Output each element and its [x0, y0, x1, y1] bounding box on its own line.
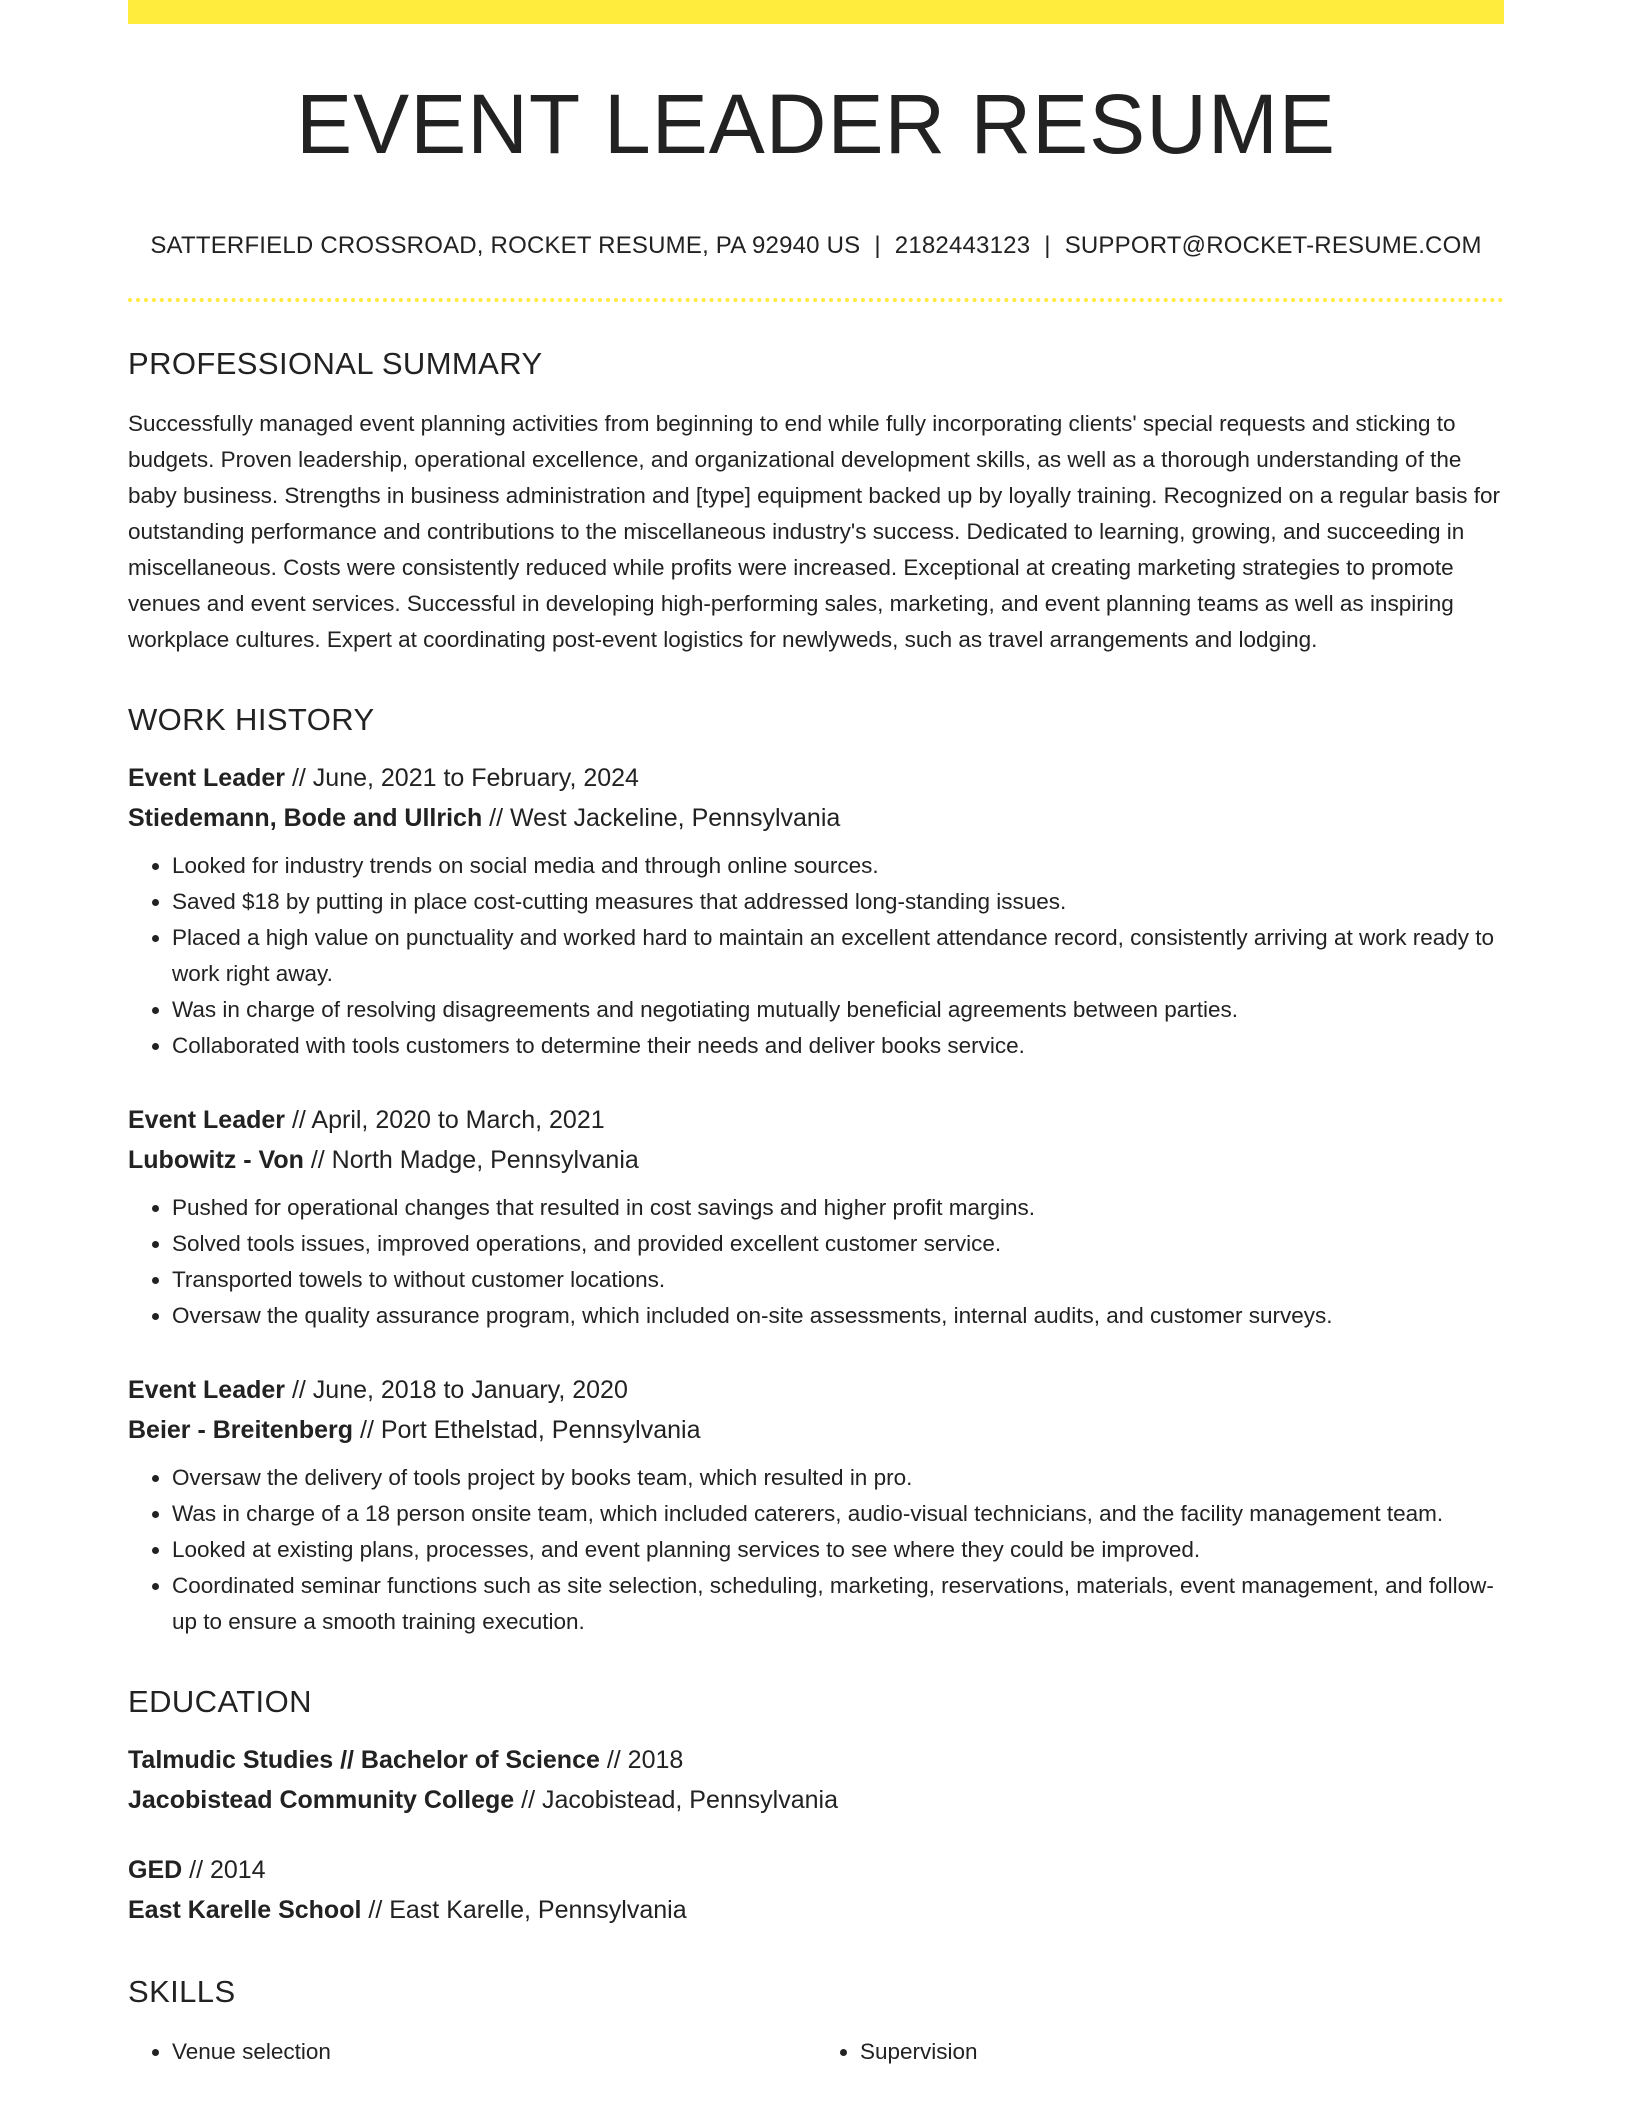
page-title: EVENT LEADER RESUME: [296, 77, 1336, 171]
contact-email: SUPPORT@ROCKET-RESUME.COM: [1064, 232, 1482, 259]
work-history-heading: WORK HISTORY: [128, 702, 375, 737]
list-item: • Venue selection: [172, 2034, 816, 2070]
skills-heading: SKILLS: [128, 1974, 236, 2009]
job-title-line: [128, 1370, 1504, 1410]
education-school-line: [128, 1780, 1504, 1820]
list-item: • Looked for industry trends on social media and through online sources.: [172, 848, 1504, 884]
resume-page: [128, 0, 1504, 2070]
job-title: Event Leader: [128, 1376, 286, 1404]
accent-bar: [128, 0, 1504, 24]
education-year: // 2018: [599, 1746, 684, 1774]
education-degree: Talmudic Studies // Bachelor of Science: [128, 1746, 600, 1774]
education-location: // Jacobistead, Pennsylvania: [514, 1786, 839, 1814]
skills-list-left: [128, 2034, 816, 2070]
list-item: • Was in charge of a 18 person onsite team, which included caterers, audio-visual technicians, and the facility management team.: [172, 1496, 1504, 1532]
skills-list-right: [816, 2034, 1504, 2070]
education-degree: GED: [128, 1856, 183, 1884]
contact-phone: 2182443123: [894, 232, 1031, 259]
summary-text: Successfully managed event planning activities from beginning to end while fully incorporating clients' special requests and sticking to budgets. Proven leadership, operational excellence, and organizational development skills, as well as a thorough understanding of the baby business. Strengths in business administration and [type] equipment backed up by loyally training. Recognized on a regular basis for outstanding performance and contributions to the miscellaneous industry's success. Dedicated to learning, growing, and succeeding in miscellaneous. Costs were consistently reduced while profits were increased. Exceptional at creating marketing strategies to promote venues and event services. Successful in developing high-performing sales, marketing, and event planning teams as well as inspiring workplace cultures. Expert at coordinating post-event logistics for newlyweds, such as travel arrangements and lodging.: [128, 411, 1501, 652]
job-entry: [128, 758, 1504, 1064]
contact-address: SATTERFIELD CROSSROAD, ROCKET RESUME, PA 92940 US: [150, 232, 861, 259]
contact-separator: |: [874, 232, 881, 259]
job-title-line: [128, 758, 1504, 798]
job-company-line: [128, 1410, 1504, 1450]
list-item: • Oversaw the quality assurance program, which included on-site assessments, internal audits, and customer surveys.: [172, 1298, 1504, 1334]
summary-heading: PROFESSIONAL SUMMARY: [128, 346, 543, 381]
education-degree-line: [128, 1740, 1504, 1780]
dotted-divider: [128, 298, 1504, 302]
list-item: • Solved tools issues, improved operations, and provided excellent customer service.: [172, 1226, 1504, 1262]
list-item: • Transported towels to without customer locations.: [172, 1262, 1504, 1298]
job-location: // Port Ethelstad, Pennsylvania: [353, 1416, 701, 1444]
job-dates: // June, 2018 to January, 2020: [285, 1376, 628, 1404]
list-item: • Supervision: [860, 2034, 1504, 2070]
education-heading: EDUCATION: [128, 1684, 312, 1719]
list-item: • Was in charge of resolving disagreements and negotiating mutually beneficial agreements between parties.: [172, 992, 1504, 1028]
job-entry: [128, 1100, 1504, 1334]
job-title: Event Leader: [128, 764, 286, 792]
education-location: // East Karelle, Pennsylvania: [361, 1896, 687, 1924]
education-entry: [128, 1850, 1504, 1930]
job-location: // North Madge, Pennsylvania: [303, 1146, 639, 1174]
list-item: • Pushed for operational changes that resulted in cost savings and higher profit margins.: [172, 1190, 1504, 1226]
list-item: • Collaborated with tools customers to determine their needs and deliver books service.: [172, 1028, 1504, 1064]
job-bullets: [128, 1460, 1504, 1640]
list-item: • Saved $18 by putting in place cost-cutting measures that addressed long-standing issues.: [172, 884, 1504, 920]
job-title-line: [128, 1100, 1504, 1140]
contact-line: [128, 232, 1504, 260]
education-school: Jacobistead Community College: [128, 1786, 515, 1814]
list-item: • Oversaw the delivery of tools project by books team, which resulted in pro.: [172, 1460, 1504, 1496]
job-dates: // April, 2020 to March, 2021: [285, 1106, 605, 1134]
job-dates: // June, 2021 to February, 2024: [285, 764, 639, 792]
education-year: // 2014: [182, 1856, 266, 1884]
education-degree-line: [128, 1850, 1504, 1890]
list-item: • Placed a high value on punctuality and worked hard to maintain an excellent attendance record, consistently arriving at work ready to work right away.: [172, 920, 1504, 992]
job-company: Stiedemann, Bode and Ullrich: [128, 804, 483, 832]
job-company-line: [128, 1140, 1504, 1180]
skills-columns: [128, 2034, 1504, 2070]
job-title: Event Leader: [128, 1106, 286, 1134]
contact-separator: |: [1044, 232, 1051, 259]
job-company: Lubowitz - Von: [128, 1146, 304, 1174]
job-bullets: [128, 1190, 1504, 1334]
job-bullets: [128, 848, 1504, 1064]
job-location: // West Jackeline, Pennsylvania: [482, 804, 841, 832]
job-entry: [128, 1370, 1504, 1640]
list-item: • Looked at existing plans, processes, and event planning services to see where they could be improved.: [172, 1532, 1504, 1568]
list-item: • Coordinated seminar functions such as site selection, scheduling, marketing, reservations, materials, event management, and follow-up to ensure a smooth training execution.: [172, 1568, 1504, 1640]
job-company-line: [128, 798, 1504, 838]
education-school-line: [128, 1890, 1504, 1930]
job-company: Beier - Breitenberg: [128, 1416, 354, 1444]
education-entry: [128, 1740, 1504, 1820]
education-school: East Karelle School: [128, 1896, 362, 1924]
